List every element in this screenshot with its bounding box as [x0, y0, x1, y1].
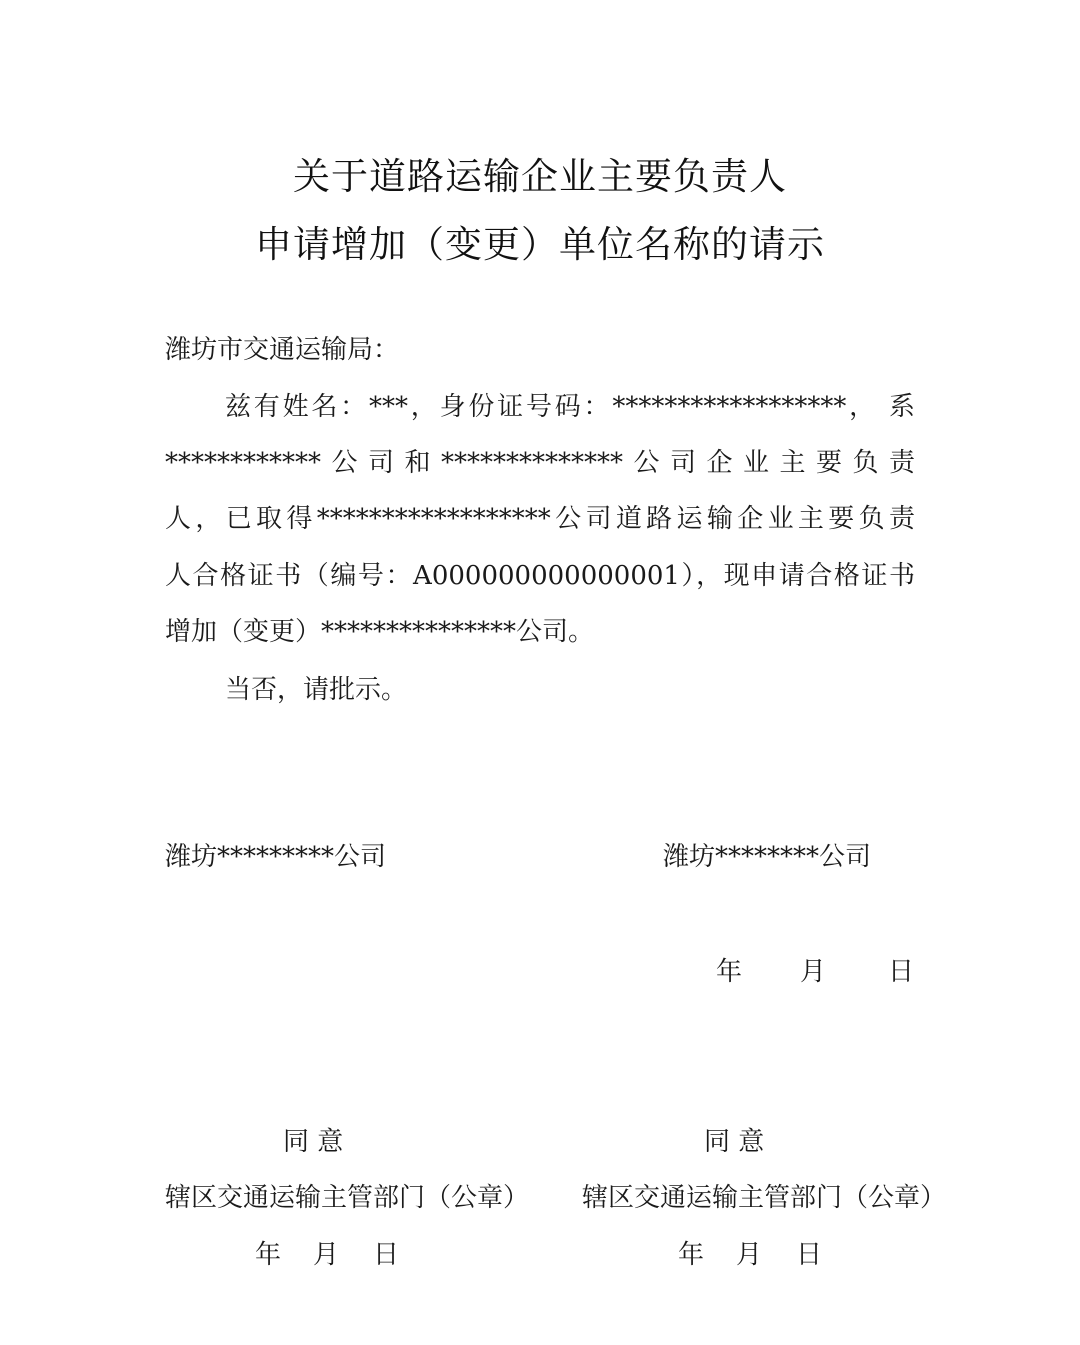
approval-right-agree: 同 意: [704, 1127, 765, 1157]
approval-left-day: 日: [373, 1240, 400, 1270]
body-line-1: 兹有姓名：***，身份证号码：******************， 系: [225, 392, 915, 422]
body-line-3: 人，已取得******************公司道路运输企业主要负责: [165, 504, 915, 534]
date-day: 日: [888, 957, 915, 987]
approval-left-authority: 辖区交通运输主管部门（公章）: [165, 1183, 530, 1213]
closing-request: 当否，请批示。: [225, 675, 408, 705]
salutation: 潍坊市交通运输局：: [165, 335, 400, 365]
document-title-line-2: 申请增加（变更）单位名称的请示: [255, 223, 825, 266]
date-year: 年: [716, 957, 743, 987]
document-title-line-1: 关于道路运输企业主要负责人: [293, 155, 787, 198]
approval-right-authority: 辖区交通运输主管部门（公章）: [582, 1183, 947, 1213]
date-month: 月: [800, 957, 827, 987]
approval-left-date: [255, 1238, 399, 1272]
body-line-5: 增加（变更）***************公司。: [165, 617, 595, 647]
approval-left-agree: 同 意: [283, 1127, 344, 1157]
approval-right-day: 日: [796, 1240, 823, 1270]
approval-right-month: 月: [736, 1240, 763, 1270]
signer-left-company: 潍坊*********公司: [165, 842, 387, 872]
approval-left-month: 月: [313, 1240, 340, 1270]
body-line-2: ************公司和**************公司企业主要负责: [165, 448, 915, 478]
approval-left-year: 年: [255, 1240, 282, 1270]
body-line-4: 人合格证书（编号：A000000000000001），现申请合格证书: [165, 561, 915, 591]
approval-right-year: 年: [678, 1240, 705, 1270]
signature-date: [716, 955, 914, 989]
signer-right-company: 潍坊********公司: [663, 842, 872, 872]
approval-right-date: [678, 1238, 822, 1272]
